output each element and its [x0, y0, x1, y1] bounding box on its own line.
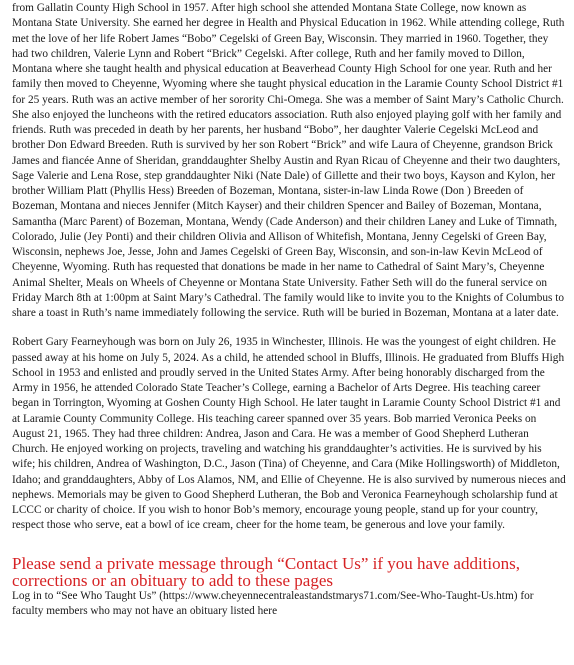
obituary-ruth-cegelski: from Gallatin County High School in 1957. After high school she attended Montana State College, now known as Montana State University. She earned her degree in Health and Physical Education in 1962. While attending college, Ruth met the love of her life Robert James “Bobo” Cegelski of Green Bay, Wisconsin. They married in 1960. Together, they had two children, Valerie Lynn and Robert “Brick” Cegelski. After college, Ruth and her family moved to Dillon, Montana where she taught health and physical education at Beaverhead County High School for one year. Ruth and her family then moved to Cheyenne, Wyoming where she taught physical education in the Laramie County School District #1 for 25 years. Ruth was an active member of her sorority Chi-Omega. She was a member of Saint Mary’s Catholic Church. She also enjoyed the luncheons with the retired educators association. Ruth also enjoyed playing golf with her family and friends. Ruth was preceded in death by her parents, her husband “Bobo”, her daughter Valerie Cegelski McLeod and brother Don Edward Breeden. Ruth is survived by her son Robert “Brick” and wife Laura of Cheyenne, grandson Brick James and fiancée Anne of Sheridan, granddaughter Shelby Austin and Ryan Ricau of Cheyenne and their two daughters, Sage Valerie and Lena Rose, step granddaughter Niki (Nate Dale) of Gillette and their two boys, Kayson and Kylon, her brother William Platt (Phyllis Hess) Breeden of Bozeman, Montana, sister-in-law Linda Rowe (Don ) Breeden of Bozeman, Montana and nieces Jennifer (Mitch Kayser) and their children Spencer and Bailey of Bozeman, Montana, Samantha (Marc Parent) of Bozeman, Montana, Wendy (Cade Anderson) and their children Laney and Luke of Timnath, Colorado, Julie (Jey Ponti) and their children Olivia and Allison of Whitefish, Montana, Jenny Cegelski of Green Bay, Wisconsin, nephews Joe, Jesse, John and James Cegelski of Green Bay, Wisconsin, and son-in-law Kevin McLeod of Cheyenne, Wyoming. Ruth has requested that donations be made in her name to Cathedral of Saint Mary’s, Cheyenne Animal Shelter, Meals on Wheels of Cheyenne or Montana State University. Father Seth will do the funeral service on Friday March 8th at 1:00pm at Saint Mary’s Cathedral. The family would like to invite you to the Knights of Columbus to share a toast in Ruth’s name immediately following the service. Ruth will be buried in Bozeman, Montana at a later date. — [12, 2, 565, 319]
contact-us-notice: Please send a private message through “Contact Us” if you have additions, corrections or an obituary to add to these pages — [12, 553, 520, 590]
see-who-taught-us-footnote: Log in to “See Who Taught Us” (https://www.cheyennecentraleastandstmarys71.com/See-Who-Taught-Us.htm) for faculty members who may not have an obituary listed here — [12, 589, 534, 617]
obituary-robert-fearneyhough: Robert Gary Fearneyhough was born on July 26, 1935 in Winchester, Illinois. He was the youngest of eight children. He passed away at his home on July 5, 2024. As a child, he attended school in Bluffs, Illinois. He graduated from Bluffs High School in 1953 and enlisted and proudly served in the United States Army. After being honorably discharged from the Army in 1956, he attended Colorado State Teacher’s College, earning a Bachelor of Arts Degree. His teaching career began in Torrington, Wyoming at Goshen County High School. He later taught in Laramie County School District #1 and at Laramie County Community College. His teaching career spanned over 35 years. Bob married Veronica Peeks on August 21, 1965. They had three children: Andrea, Jason and Cara. He was a member of Good Shepherd Lutheran Church. He enjoyed working on projects, traveling and watching his granddaughter’s activities. He is survived by his wife; his children, Andrea of Washington, D.C., Jason (Tina) of Cheyenne, and Cara (Mike Hollingsworth) of Middleton, Idaho; and granddaughters, Abby of Los Alamos, NM, and Ellie of Cheyenne. He is also survived by numerous nieces and nephews. Memorials may be given to Good Shepherd Lutheran, the Bob and Veronica Fearneyhough scholarship fund at LCCC or charity of choice. If you wish to honor Bob’s memory, encourage young people, stand up for your country, respect those who serve, eat a bowl of ice cream, cheer for the home team, be generous and love your family. — [12, 336, 566, 532]
